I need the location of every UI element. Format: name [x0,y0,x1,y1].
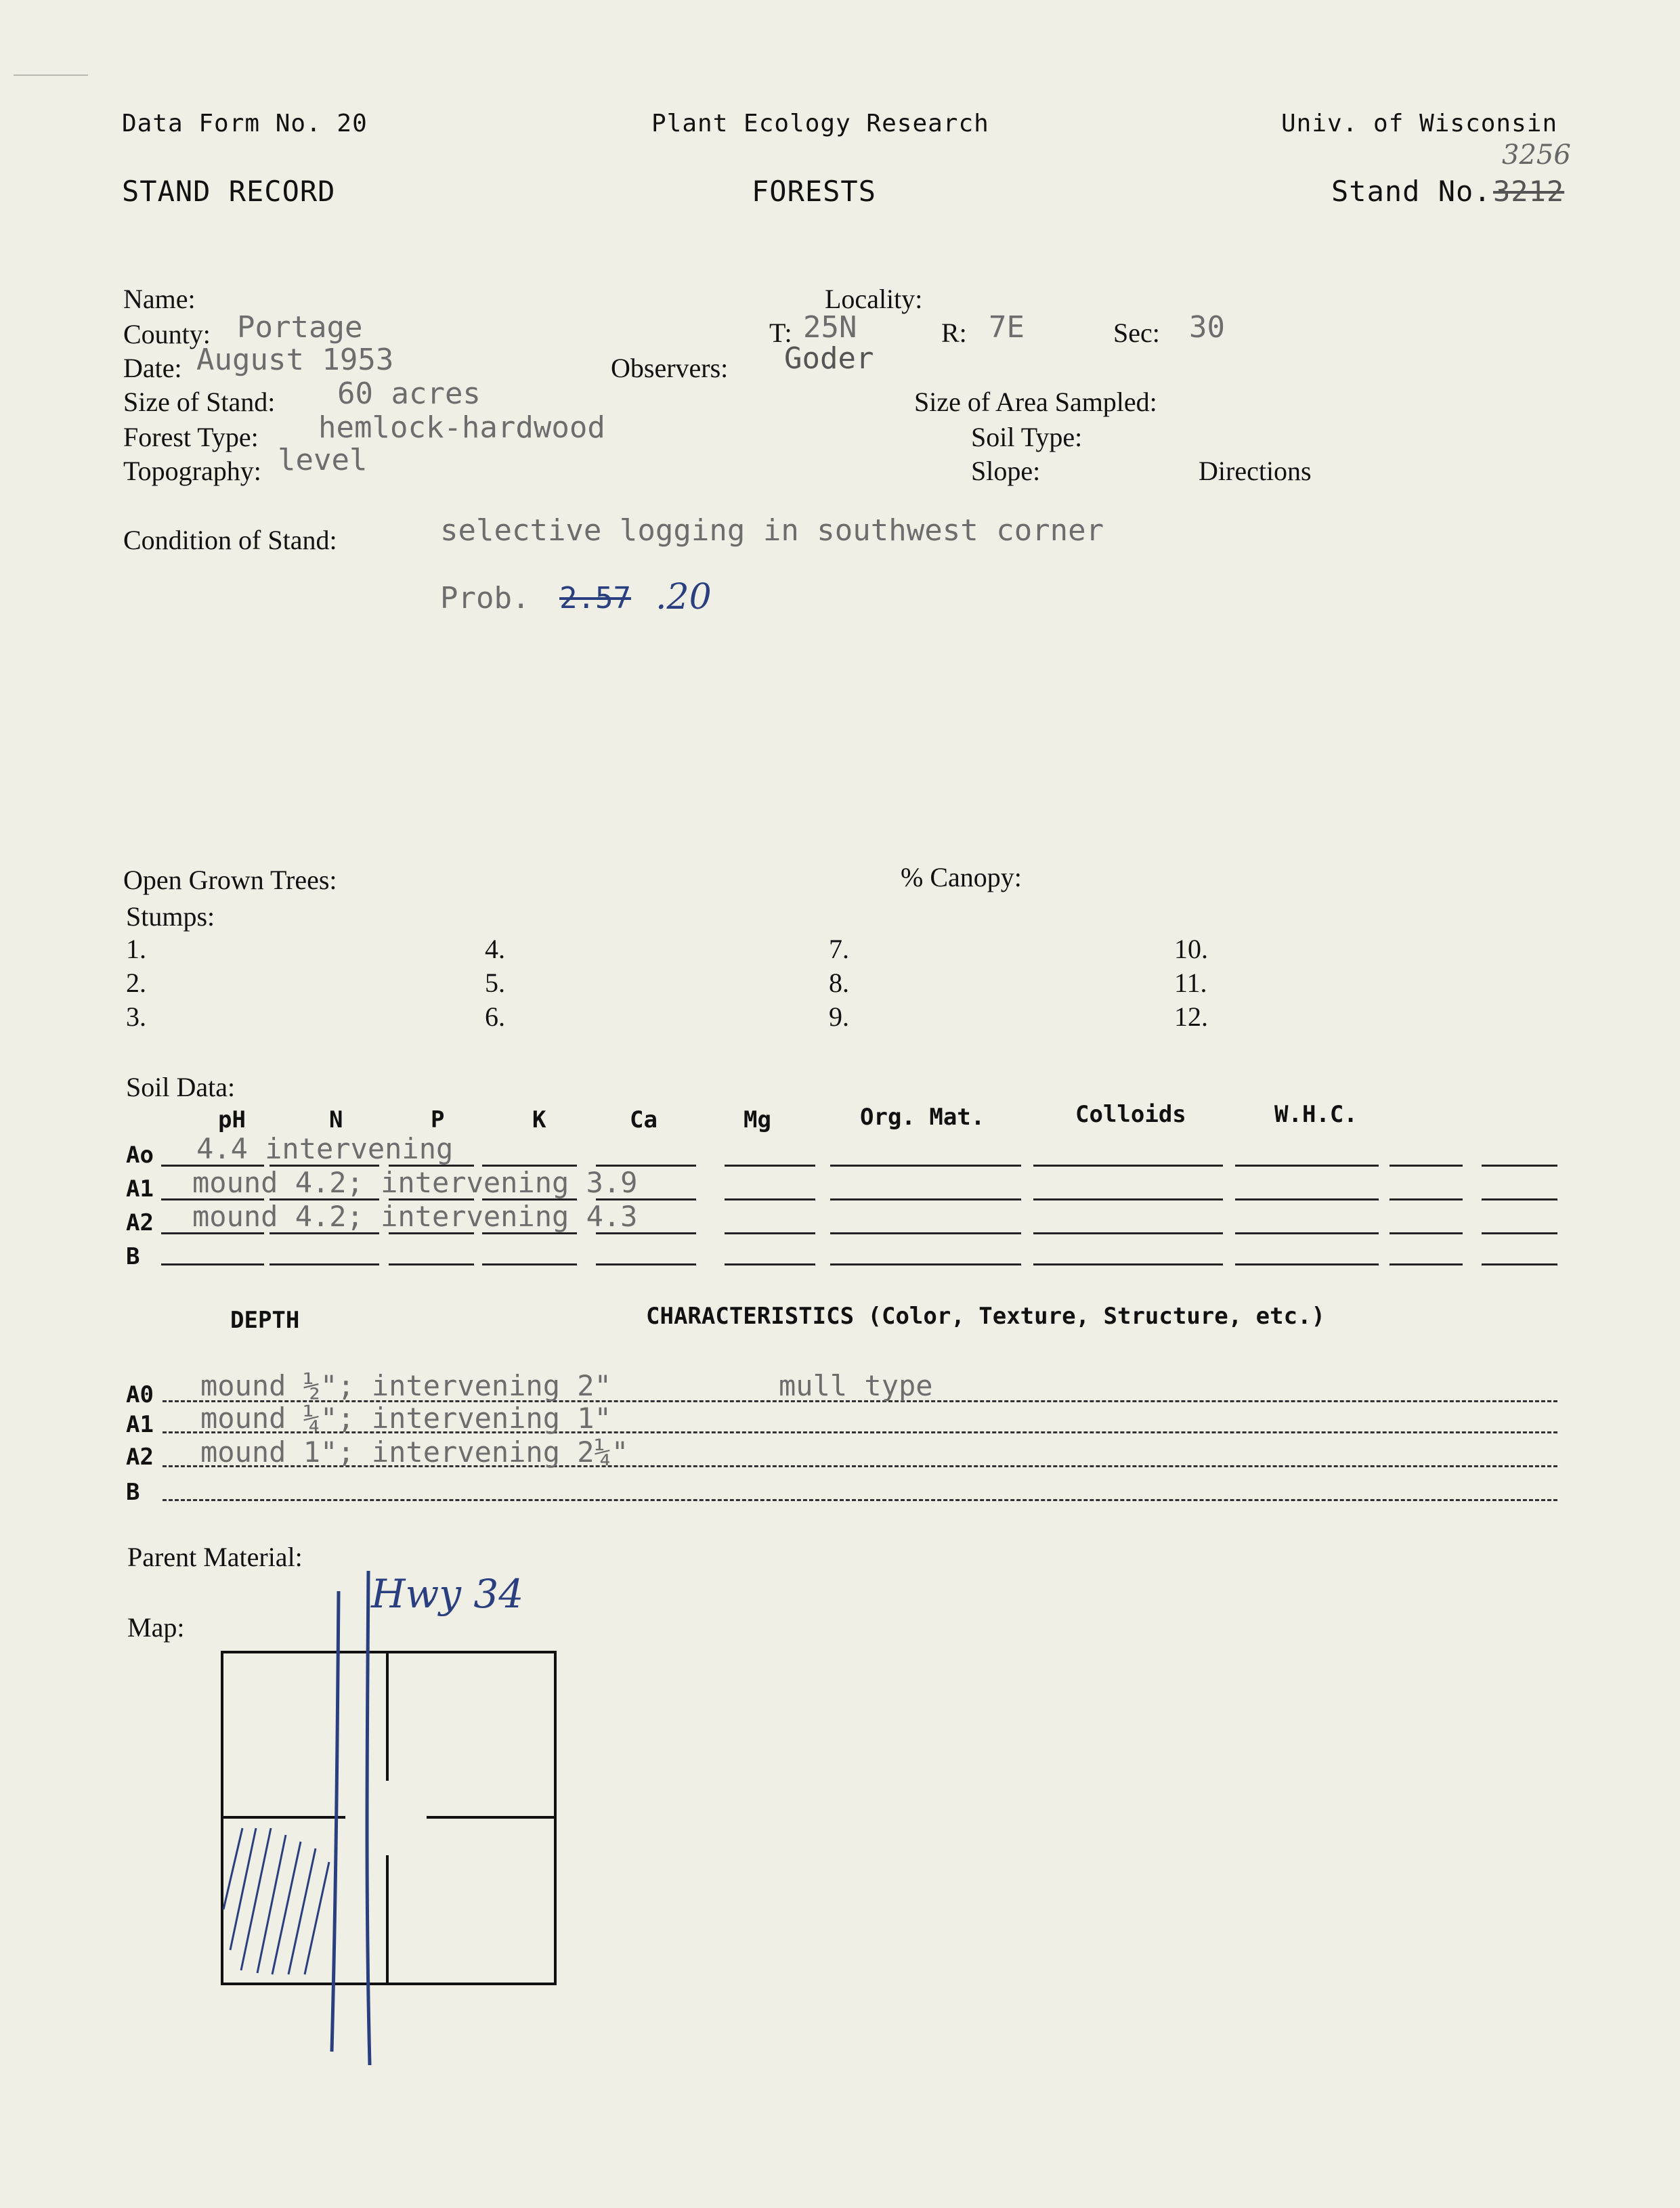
range-label: R: [941,318,967,348]
road-label: Hwy 34 [371,1571,524,1617]
form-number: Data Form No. 20 [122,110,368,137]
department: Plant Ecology Research [651,110,989,137]
soil-blank-line [1033,1198,1223,1200]
logged-area-hatch [223,1828,329,1974]
soil-blank-line [1235,1165,1379,1167]
soil-blank-line [1482,1165,1557,1167]
stump-number: 6. [485,1001,505,1032]
soil-blank-line [1235,1198,1379,1200]
soil-row-label: A2 [126,1209,154,1236]
township-value: 25N [803,310,857,345]
record-type: FORESTS [752,175,877,208]
size-label: Size of Stand: [123,387,276,417]
soil-blank-line [725,1263,815,1265]
stump-number: 9. [829,1001,849,1032]
open-grown-trees-label: Open Grown Trees: [123,865,337,895]
depth-row-value: mound ¼"; intervening 1" [200,1402,611,1435]
stump-number: 7. [829,934,849,964]
stand-no-label: Stand No. [1331,175,1492,208]
characteristics-label: CHARACTERISTICS (Color, Texture, Structure, etc.) [646,1303,1326,1330]
soil-blank-line [725,1165,815,1167]
stump-number: 3. [126,1001,146,1032]
soil-blank-line [1482,1198,1557,1200]
forest-type-label: Forest Type: [123,422,259,452]
observers-label: Observers: [611,353,729,383]
soil-col-whc: W.H.C. [1274,1101,1358,1128]
soil-row-label: Ao [126,1142,154,1169]
stump-number: 4. [485,934,505,964]
depth-row-label: A1 [126,1411,154,1438]
soil-col-org-mat: Org. Mat. [860,1104,985,1131]
soil-blank-line [830,1198,1021,1200]
soil-data-label: Soil Data: [126,1072,236,1102]
section-label: Sec: [1113,318,1160,348]
soil-row-label: A1 [126,1175,154,1203]
date-value: August 1953 [196,343,394,377]
soil-row-value: 4.4 intervening [196,1132,454,1165]
depth-row-value: mound ½"; intervening 2" [200,1369,611,1402]
stump-number: 8. [829,968,849,998]
county-label: County: [123,319,211,349]
depth-row-label: B [126,1479,140,1506]
soil-blank-line [389,1263,474,1265]
stand-no-old: 3212 [1493,175,1565,208]
topography-label: Topography: [123,456,261,486]
soil-blank-line [161,1263,264,1265]
depth-label: DEPTH [230,1307,300,1334]
prob-label: Prob. [440,581,530,615]
prob-old: 2.57 [559,581,631,615]
soil-blank-line [1390,1165,1463,1167]
forest-type-value: hemlock-hardwood [318,410,605,445]
soil-blank-line [482,1263,577,1265]
directions-label: Directions [1199,456,1312,486]
soil-blank-line [1390,1263,1463,1265]
stump-number: 5. [485,968,505,998]
stump-number: 12. [1174,1001,1208,1032]
soil-blank-line [1033,1232,1223,1234]
highway-line [367,1571,370,2065]
soil-blank-line [725,1232,815,1234]
soil-blank-line [1390,1232,1463,1234]
soil-blank-line [596,1263,696,1265]
soil-col-p: P [431,1106,445,1133]
size-value: 60 acres [337,376,481,411]
area-sampled-label: Size of Area Sampled: [914,387,1157,417]
soil-col-colloids: Colloids [1075,1101,1186,1128]
stump-number: 1. [126,934,146,964]
canopy-label: % Canopy: [901,862,1022,892]
map-label: Map: [127,1612,185,1643]
condition-label: Condition of Stand: [123,525,337,555]
map-sketch [203,1557,582,2085]
soil-col-ph: pH [218,1106,246,1133]
soil-row-value: mound 4.2; intervening 4.3 [192,1200,638,1233]
university: Univ. of Wisconsin [1281,110,1558,137]
depth-row-characteristics: mull type [779,1369,933,1402]
section-value: 30 [1189,310,1225,345]
prob-new: .20 [655,577,712,618]
soil-row-label: B [126,1243,140,1270]
range-value: 7E [989,310,1025,345]
soil-blank-line [1033,1263,1223,1265]
soil-blank-line [830,1232,1021,1234]
soil-blank-line [1390,1198,1463,1200]
soil-blank-line [1482,1232,1557,1234]
parent-material-label: Parent Material: [127,1542,303,1572]
soil-blank-line [1033,1165,1223,1167]
depth-row-value: mound 1"; intervening 2¼" [200,1435,629,1469]
condition-value: selective logging in southwest corner [440,513,1104,548]
soil-type-label: Soil Type: [971,422,1083,452]
soil-col-mg: Mg [744,1106,771,1133]
soil-blank-line [1482,1263,1557,1265]
stump-number: 2. [126,968,146,998]
soil-blank-line [830,1263,1021,1265]
name-label: Name: [123,284,196,314]
soil-col-ca: Ca [630,1106,658,1133]
stumps-label: Stumps: [126,901,215,932]
stand-no-new: 3256 [1502,139,1571,171]
observers-value: Goder [784,341,874,376]
soil-blank-line [830,1165,1021,1167]
date-label: Date: [123,353,182,383]
soil-row-value: mound 4.2; intervening 3.9 [192,1166,638,1199]
soil-blank-line [270,1263,379,1265]
depth-blank-line [163,1499,1557,1501]
topography-value: level [278,443,368,477]
soil-blank-line [725,1198,815,1200]
soil-col-n: N [329,1106,343,1133]
slope-label: Slope: [971,456,1041,486]
depth-row-label: A0 [126,1381,154,1408]
record-title: STAND RECORD [122,175,336,208]
stump-number: 11. [1174,968,1207,998]
county-value: Portage [237,310,363,345]
stump-number: 10. [1174,934,1208,964]
soil-col-k: K [532,1106,546,1133]
soil-blank-line [1235,1263,1379,1265]
soil-blank-line [1235,1232,1379,1234]
locality-label: Locality: [825,284,923,314]
stray-mark [14,74,88,76]
township-label: T: [769,318,792,348]
depth-row-label: A2 [126,1444,154,1471]
